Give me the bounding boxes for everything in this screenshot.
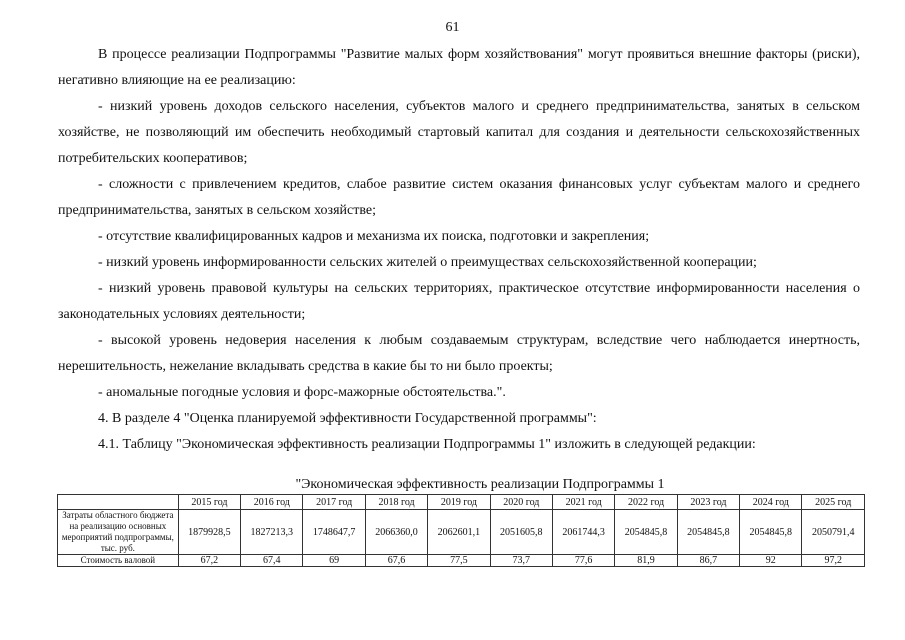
paragraph: В процессе реализации Подпрограммы "Развитие малых форм хозяйствования" могут проявиться внешние факторы (риски), негативно влияющие на ее реализацию: — [58, 47, 860, 88]
table-cell: 2051605,8 — [490, 510, 552, 555]
table-cell: 67,2 — [178, 555, 240, 567]
paragraph: - высокой уровень недоверия населения к любым создаваемым структурам, вследствие чего наблюдается инертность, нерешительность, нежелание вкладывать средства в какие бы то ни было проекты; — [58, 333, 860, 374]
table-cell: 97,2 — [802, 555, 865, 567]
table-cell: 67,6 — [365, 555, 427, 567]
header-cell: 2018 год — [365, 495, 427, 510]
paragraph: - низкий уровень информированности сельских жителей о преимуществах сельскохозяйственной кооперации; — [98, 255, 757, 270]
table-cell: 69 — [303, 555, 365, 567]
table-title: "Экономическая эффективность реализации Подпрограммы 1 — [295, 477, 665, 492]
row-label: Стоимость валовой — [58, 555, 179, 567]
header-cell: 2016 год — [241, 495, 303, 510]
table-cell: 2054845,8 — [677, 510, 739, 555]
header-cell: 2020 год — [490, 495, 552, 510]
table-cell: 1827213,3 — [241, 510, 303, 555]
paragraph: 4. В разделе 4 "Оценка планируемой эффективности Государственной программы": — [98, 411, 597, 426]
table-cell: 1748647,7 — [303, 510, 365, 555]
table-cell: 1879928,5 — [178, 510, 240, 555]
table-cell: 67,4 — [241, 555, 303, 567]
header-cell: 2017 год — [303, 495, 365, 510]
table-cell: 81,9 — [615, 555, 677, 567]
paragraph: - сложности с привлечением кредитов, слабое развитие систем оказания финансовых услуг субъектам малого и среднего предпринимательства, занятых в сельском хозяйстве; — [58, 177, 860, 218]
table-cell: 73,7 — [490, 555, 552, 567]
table-cell: 86,7 — [677, 555, 739, 567]
table-cell: 77,6 — [552, 555, 614, 567]
header-cell: 2022 год — [615, 495, 677, 510]
paragraph: - низкий уровень доходов сельского населения, субъектов малого и среднего предпринимательства, занятых в сельском хозяйстве, не позволяющий им обеспечить необходимый стартовый капитал для создания и деятельности сельскохозяйственных потребительских кооперативов; — [58, 99, 860, 166]
header-cell: 2025 год — [802, 495, 865, 510]
document-body — [58, 42, 860, 458]
paragraph: - аномальные погодные условия и форс-мажорные обстоятельства.". — [98, 385, 506, 400]
header-cell: 2019 год — [428, 495, 490, 510]
page-number: 61 — [445, 20, 460, 35]
table-cell: 77,5 — [428, 555, 490, 567]
table-header-row — [58, 495, 865, 510]
header-cell: 2021 год — [552, 495, 614, 510]
table-cell: 2062601,1 — [428, 510, 490, 555]
table-cell: 2061744,3 — [552, 510, 614, 555]
table-cell: 2054845,8 — [615, 510, 677, 555]
row-label: Затраты областного бюджета на реализацию основных мероприятий подпрограммы, тыс. руб. — [58, 510, 179, 555]
paragraph: - отсутствие квалифицированных кадров и механизма их поиска, подготовки и закрепления; — [98, 229, 650, 244]
header-cell — [58, 495, 179, 510]
economic-efficiency-table — [57, 494, 865, 567]
table-cell: 2066360,0 — [365, 510, 427, 555]
table-cell: 92 — [740, 555, 802, 567]
table-row — [58, 555, 865, 567]
header-cell: 2015 год — [178, 495, 240, 510]
header-cell: 2024 год — [740, 495, 802, 510]
header-cell: 2023 год — [677, 495, 739, 510]
paragraph: - низкий уровень правовой культуры на сельских территориях, практическое отсутствие информированности населения о законодательных условиях деятельности; — [58, 281, 860, 322]
table-cell: 2050791,4 — [802, 510, 865, 555]
table-row — [58, 510, 865, 555]
table-cell: 2054845,8 — [740, 510, 802, 555]
paragraph: 4.1. Таблицу "Экономическая эффективность реализации Подпрограммы 1" изложить в следующей редакции: — [98, 437, 756, 452]
